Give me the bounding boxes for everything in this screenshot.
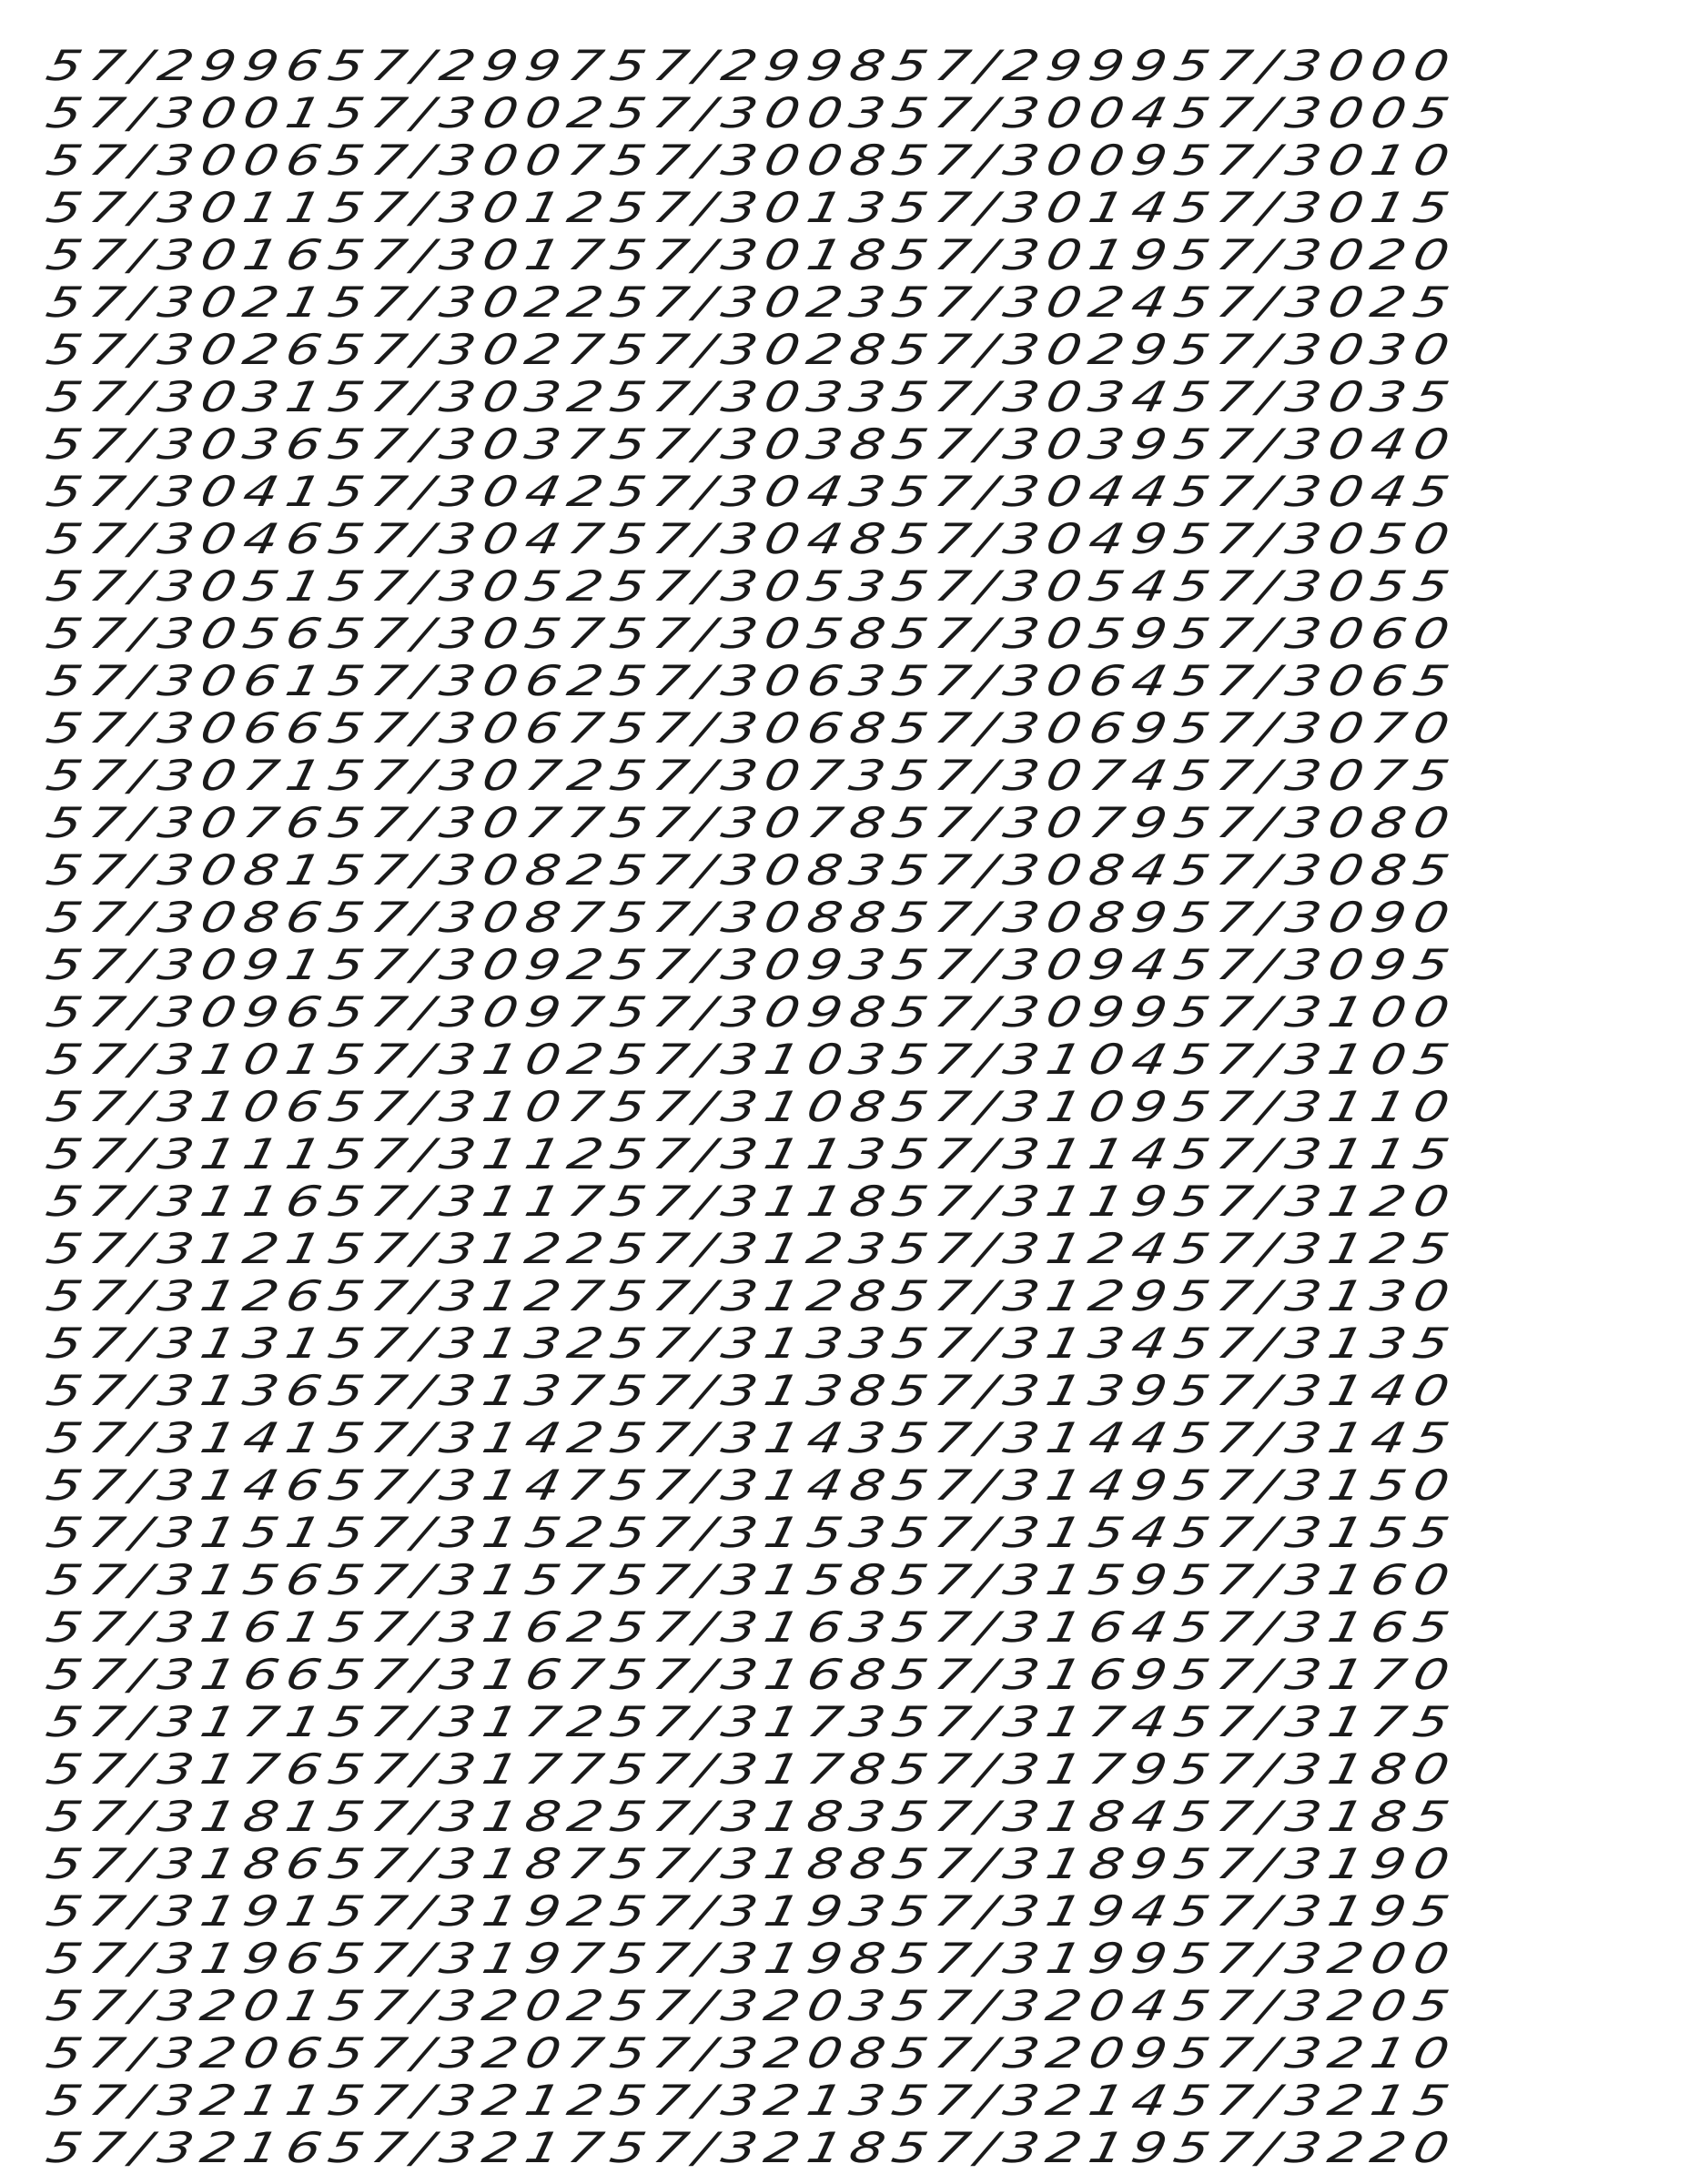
handwritten-line: 57/313157/313257/313357/313457/3135	[42, 1319, 1462, 1368]
handwritten-line: 57/318657/318757/318857/318957/3190	[42, 1839, 1462, 1888]
handwritten-line: 57/319657/319757/319857/319957/3200	[42, 1934, 1462, 1983]
handwritten-line: 57/315657/315757/315857/315957/3160	[42, 1555, 1462, 1604]
handwritten-line: 57/304657/304757/304857/304957/3050	[42, 514, 1462, 563]
handwritten-line: 57/305657/305757/305857/305957/3060	[42, 609, 1462, 658]
handwritten-line: 57/303657/303757/303857/303957/3040	[42, 420, 1462, 469]
handwritten-line: 57/299657/299757/299857/299957/3000	[42, 41, 1462, 90]
handwritten-line: 57/309157/309257/309357/309457/3095	[42, 940, 1462, 989]
handwritten-line: 57/302657/302757/302857/302957/3030	[42, 325, 1462, 374]
handwritten-lines	[42, 41, 1649, 2172]
handwritten-line: 57/318157/318257/318357/318457/3185	[42, 1792, 1462, 1841]
handwritten-line: 57/313657/313757/313857/313957/3140	[42, 1366, 1462, 1415]
handwritten-line: 57/314657/314757/314857/314957/3150	[42, 1461, 1462, 1510]
handwritten-line: 57/310657/310757/310857/310957/3110	[42, 1082, 1462, 1131]
handwritten-line: 57/311157/311257/311357/311457/3115	[42, 1129, 1462, 1178]
handwritten-line: 57/312657/312757/312857/312957/3130	[42, 1271, 1462, 1320]
handwritten-line: 57/314157/314257/314357/314457/3145	[42, 1413, 1462, 1462]
handwritten-line: 57/321657/321757/321857/321957/3220	[42, 2123, 1462, 2172]
handwritten-line: 57/321157/321257/321357/321457/3215	[42, 2076, 1462, 2125]
handwritten-line: 57/307657/307757/307857/307957/3080	[42, 798, 1462, 847]
handwritten-line: 57/311657/311757/311857/311957/3120	[42, 1177, 1462, 1226]
handwritten-line: 57/306157/306257/306357/306457/3065	[42, 656, 1462, 705]
handwritten-line: 57/305157/305257/305357/305457/3055	[42, 561, 1462, 611]
handwritten-line: 57/317657/317757/317857/317957/3180	[42, 1744, 1462, 1794]
handwritten-line: 57/308657/308757/308857/308957/3090	[42, 893, 1462, 942]
handwritten-line: 57/306657/306757/306857/306957/3070	[42, 703, 1462, 753]
handwritten-line: 57/317157/317257/317357/317457/3175	[42, 1697, 1462, 1746]
handwritten-line: 57/310157/310257/310357/310457/3105	[42, 1035, 1462, 1084]
handwritten-line: 57/309657/309757/309857/309957/3100	[42, 987, 1462, 1036]
handwritten-line: 57/320657/320757/320857/320957/3210	[42, 2028, 1462, 2078]
handwritten-line: 57/300157/300257/300357/300457/3005	[42, 88, 1462, 137]
handwritten-line: 57/301157/301257/301357/301457/3015	[42, 183, 1462, 232]
handwritten-line: 57/308157/308257/308357/308457/3085	[42, 845, 1462, 895]
handwritten-line: 57/303157/303257/303357/303457/3035	[42, 372, 1462, 421]
handwritten-line: 57/319157/319257/319357/319457/3195	[42, 1886, 1462, 1936]
handwritten-line: 57/301657/301757/301857/301957/3020	[42, 230, 1462, 279]
handwritten-line: 57/320157/320257/320357/320457/3205	[42, 1981, 1462, 2030]
handwritten-line: 57/312157/312257/312357/312457/3125	[42, 1224, 1462, 1273]
handwritten-line: 57/316157/316257/316357/316457/3165	[42, 1603, 1462, 1652]
handwritten-line: 57/315157/315257/315357/315457/3155	[42, 1508, 1462, 1557]
handwritten-line: 57/316657/316757/316857/316957/3170	[42, 1650, 1462, 1699]
handwritten-line: 57/300657/300757/300857/300957/3010	[42, 136, 1462, 185]
handwritten-line: 57/307157/307257/307357/307457/3075	[42, 751, 1462, 800]
handwritten-line: 57/302157/302257/302357/302457/3025	[42, 278, 1462, 327]
handwritten-line: 57/304157/304257/304357/304457/3045	[42, 467, 1462, 516]
